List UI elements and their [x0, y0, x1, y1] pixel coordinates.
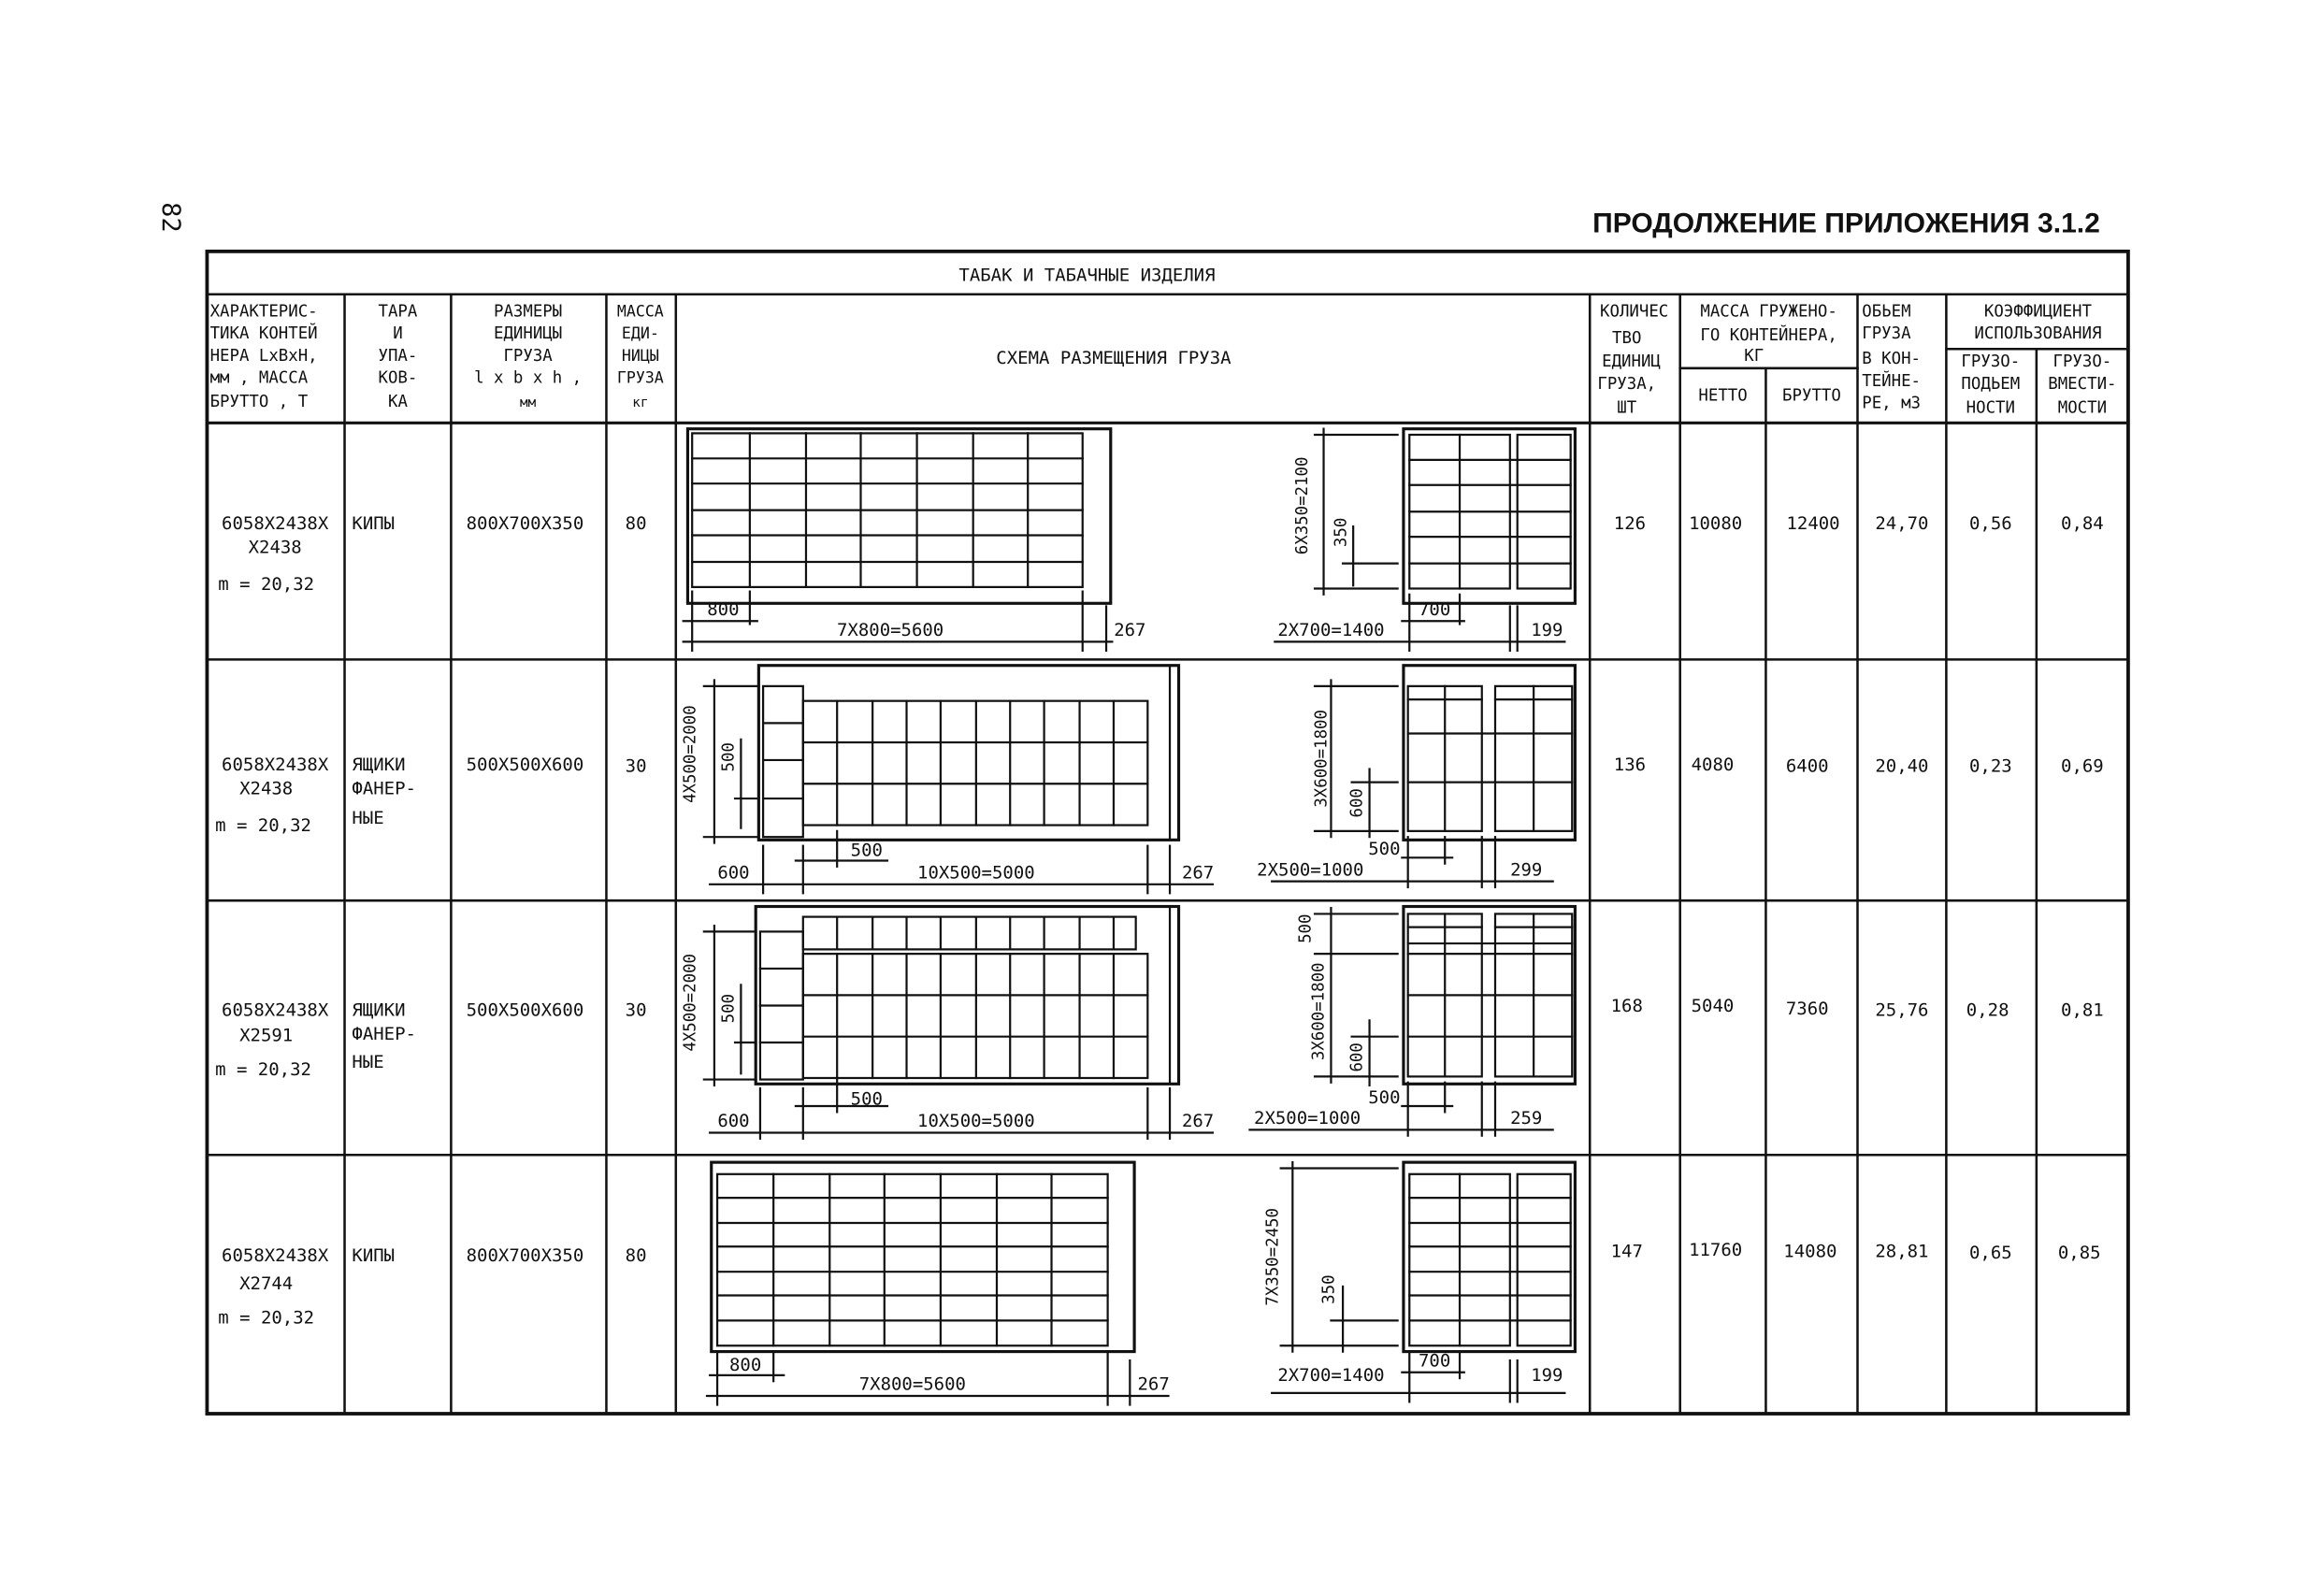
svg-text:КГ: КГ	[1744, 346, 1764, 366]
svg-text:ОБЬЕМ: ОБЬЕМ	[1862, 302, 1911, 322]
cell-k-volume: 0,69	[2061, 755, 2104, 777]
svg-text:КА: КА	[387, 392, 408, 411]
svg-text:КОЛИЧЕС: КОЛИЧЕС	[1600, 302, 1669, 322]
header-container	[210, 302, 318, 410]
cell-container: 6058X2438X	[222, 1245, 329, 1267]
dim-label: 500	[850, 840, 883, 861]
dim-label: 259	[1510, 1108, 1543, 1129]
header-unit-mass	[617, 302, 664, 410]
svg-text:В КОН-: В КОН-	[1862, 350, 1921, 369]
cell-container: 6058X2438X	[222, 513, 329, 535]
header-unit-size	[474, 302, 582, 410]
dim-label: 3X600=1800	[1312, 710, 1332, 808]
dim-label: 350	[1332, 517, 1351, 548]
dim-label: 6X350=2100	[1293, 456, 1313, 555]
svg-text:КОЭФФИЦИЕНТ: КОЭФФИЦИЕНТ	[1983, 302, 2092, 322]
cell-volume: 20,40	[1875, 755, 1929, 777]
svg-text:ПОДЬЕМ: ПОДЬЕМ	[1961, 374, 2021, 394]
table-row	[218, 1240, 2100, 1329]
svg-text:ТАРА: ТАРА	[378, 302, 418, 322]
cell-k-volume: 0,85	[2057, 1242, 2101, 1263]
cell-packing: КИПЫ	[352, 1245, 396, 1267]
dim-label: 600	[1347, 788, 1367, 818]
svg-text:МАССА: МАССА	[616, 302, 664, 321]
svg-text:ТВО: ТВО	[1612, 328, 1642, 348]
svg-text:ВМЕСТИ-: ВМЕСТИ-	[2048, 374, 2117, 394]
dim-label: 2X700=1400	[1277, 1365, 1385, 1387]
cell-mass: 80	[625, 1245, 647, 1267]
svg-text:НИЦЫ: НИЦЫ	[621, 346, 659, 365]
scheme-row-2	[704, 666, 1576, 894]
svg-text:И: И	[393, 324, 403, 344]
table-title: ТАБАК И ТАБАЧНЫЕ ИЗДЕЛИЯ	[958, 265, 1216, 286]
svg-text:ХАРАКТЕРИС-: ХАРАКТЕРИС-	[209, 302, 318, 322]
header-quantity	[1597, 302, 1668, 417]
svg-text:РЕ, м3: РЕ, м3	[1862, 394, 1921, 413]
svg-text:ГРУЗА: ГРУЗА	[616, 368, 664, 387]
dim-label: 2X700=1400	[1277, 620, 1385, 641]
cell-size: 800X700X350	[466, 1245, 584, 1267]
cell-size: 500X500X600	[466, 755, 584, 776]
cell-container: m = 20,32	[218, 574, 315, 596]
cell-container: 6058X2438X	[222, 755, 329, 776]
dim-label: 500	[1368, 1086, 1401, 1108]
header-scheme: СХЕМА РАЗМЕЩЕНИЯ ГРУЗА	[996, 348, 1232, 369]
svg-text:ИСПОЛЬЗОВАНИЯ: ИСПОЛЬЗОВАНИЯ	[1974, 324, 2102, 344]
dim-label: 199	[1531, 620, 1563, 641]
table-row	[215, 755, 2104, 836]
header-net: НЕТТО	[1698, 386, 1748, 406]
dim-label: 800	[728, 1355, 762, 1376]
svg-text:НОСТИ: НОСТИ	[1966, 398, 2015, 418]
cell-gross: 14080	[1783, 1241, 1837, 1262]
cell-container: X2438	[239, 778, 294, 799]
header-volume	[1862, 302, 1921, 412]
header-packing	[379, 302, 418, 410]
dim-label: 7X350=2450	[1263, 1208, 1283, 1306]
cell-net: 5040	[1691, 995, 1735, 1016]
dim-label: 267	[1114, 620, 1146, 641]
cell-mass: 80	[625, 513, 647, 535]
cell-net: 10080	[1689, 513, 1743, 535]
svg-text:ГРУЗА: ГРУЗА	[1862, 324, 1911, 344]
svg-text:l x b x h ,: l x b x h ,	[474, 368, 583, 388]
dim-label: 4X500=2000	[681, 954, 700, 1052]
svg-text:ШТ: ШТ	[1617, 398, 1637, 418]
svg-text:ТЕЙНЕ-: ТЕЙНЕ-	[1862, 371, 1921, 391]
dim-label: 7X800=5600	[837, 620, 944, 641]
header-mass-group	[1700, 302, 1836, 365]
table-row	[218, 513, 2103, 595]
header-coef-capacity	[1961, 352, 2020, 417]
cell-container: m = 20,32	[215, 1058, 311, 1080]
cell-packing: ЯЩИКИ	[352, 999, 406, 1021]
svg-text:ЕДИ-: ЕДИ-	[621, 324, 659, 343]
dim-label: 600	[717, 862, 750, 884]
dim-label: 500	[850, 1088, 883, 1110]
cell-container: 6058X2438X	[222, 999, 329, 1021]
dim-label: 267	[1137, 1373, 1170, 1395]
cell-k-capacity: 0,65	[1968, 1242, 2012, 1263]
cell-size: 500X500X600	[466, 999, 584, 1021]
table-row	[215, 993, 2104, 1080]
dim-label: 10X500=5000	[917, 862, 1035, 884]
cell-k-capacity: 0,56	[1968, 513, 2012, 535]
cell-packing: ФАНЕР-	[352, 778, 416, 799]
cell-mass: 30	[625, 755, 647, 777]
cell-volume: 28,81	[1875, 1241, 1929, 1262]
cell-packing: НЫЕ	[352, 1051, 384, 1072]
svg-text:мм , МАССА: мм , МАССА	[209, 368, 309, 388]
svg-text:ГО КОНТЕЙНЕРА,: ГО КОНТЕЙНЕРА,	[1700, 325, 1837, 345]
dim-label: 10X500=5000	[917, 1111, 1035, 1132]
cell-quantity: 147	[1610, 1241, 1643, 1262]
svg-text:КОВ-: КОВ-	[378, 368, 418, 388]
svg-text:ГРУЗА: ГРУЗА	[503, 346, 553, 366]
dim-label: 500	[719, 742, 739, 772]
cell-k-capacity: 0,23	[1968, 755, 2012, 777]
svg-text:МОСТИ: МОСТИ	[2057, 398, 2108, 418]
dim-label: 500	[1368, 839, 1401, 860]
cell-container: m = 20,32	[218, 1307, 315, 1329]
svg-text:БРУТТО , Т: БРУТТО , Т	[209, 392, 309, 411]
svg-text:РАЗМЕРЫ: РАЗМЕРЫ	[494, 302, 563, 322]
dim-label: 350	[1319, 1274, 1339, 1304]
cell-gross: 7360	[1785, 998, 1829, 1019]
dim-label: 267	[1181, 862, 1215, 884]
dim-label: 3X600=1800	[1309, 962, 1329, 1061]
cell-container: X2438	[248, 537, 302, 558]
dim-label: 500	[1296, 913, 1316, 943]
scheme-row-3	[704, 907, 1576, 1139]
cell-packing: ЯЩИКИ	[352, 755, 406, 776]
cell-container: X2744	[239, 1273, 294, 1295]
svg-text:ГРУЗА,: ГРУЗА,	[1597, 374, 1657, 394]
header-gross: БРУТТО	[1782, 386, 1841, 406]
cell-quantity: 168	[1610, 995, 1643, 1016]
cell-container: X2591	[239, 1025, 294, 1046]
cell-volume: 25,76	[1875, 999, 1929, 1021]
svg-text:ГРУЗО-: ГРУЗО-	[1961, 352, 2021, 372]
svg-text:ЕДИНИЦЫ: ЕДИНИЦЫ	[494, 324, 563, 344]
scheme-row-4-labels	[729, 1208, 1563, 1395]
dim-label: 199	[1531, 1365, 1563, 1387]
cell-net: 4080	[1691, 755, 1735, 776]
header-coef-volume	[2048, 352, 2116, 417]
dim-label: 299	[1510, 859, 1543, 881]
page-number: 82	[155, 202, 185, 233]
dim-label: 700	[1419, 598, 1451, 620]
dim-label: 500	[719, 993, 739, 1024]
cell-quantity: 126	[1613, 513, 1647, 535]
table-grid	[207, 252, 2127, 1414]
dim-label: 2X500=1000	[1257, 859, 1364, 881]
svg-text:НЕРА LxBxH,: НЕРА LxBxH,	[209, 346, 318, 366]
svg-text:ГРУЗО-: ГРУЗО-	[2053, 352, 2112, 372]
dim-label: 2X500=1000	[1254, 1108, 1361, 1129]
svg-text:ЕДИНИЦ: ЕДИНИЦ	[1602, 352, 1661, 372]
svg-text:мм: мм	[520, 395, 537, 410]
scheme-row-2-labels	[681, 705, 1542, 883]
cell-packing: НЫЕ	[352, 807, 384, 828]
cell-gross: 6400	[1785, 755, 1829, 777]
header-coef-group	[1974, 302, 2101, 343]
svg-text:УПА-: УПА-	[378, 346, 418, 366]
cell-net: 11760	[1689, 1239, 1743, 1260]
cell-gross: 12400	[1786, 513, 1840, 535]
cell-mass: 30	[625, 999, 647, 1021]
dim-label: 700	[1419, 1350, 1451, 1372]
svg-text:МАССА ГРУЖЕНО-: МАССА ГРУЖЕНО-	[1700, 302, 1837, 322]
dim-label: 4X500=2000	[681, 705, 700, 803]
dim-label: 600	[1347, 1042, 1367, 1072]
cell-packing: ФАНЕР-	[352, 1023, 416, 1044]
dim-label: 7X800=5600	[858, 1373, 966, 1395]
cell-container: m = 20,32	[215, 814, 311, 836]
cell-k-volume: 0,81	[2061, 999, 2104, 1021]
continuation-title: ПРОДОЛЖЕНИЕ ПРИЛОЖЕНИЯ 3.1.2	[1592, 208, 2100, 239]
dim-label: 267	[1181, 1111, 1215, 1132]
scheme-row-3-labels	[681, 914, 1542, 1132]
dim-label: 800	[707, 598, 740, 620]
cell-k-volume: 0,84	[2061, 513, 2104, 535]
cell-volume: 24,70	[1875, 513, 1929, 535]
dim-label: 600	[717, 1111, 750, 1132]
cell-quantity: 136	[1613, 755, 1647, 776]
cell-size: 800X700X350	[466, 513, 584, 535]
svg-text:кг: кг	[632, 395, 649, 410]
cell-packing: КИПЫ	[352, 513, 396, 535]
svg-text:ТИКА КОНТЕЙ: ТИКА КОНТЕЙ	[209, 324, 318, 344]
cell-k-capacity: 0,28	[1966, 999, 2009, 1021]
